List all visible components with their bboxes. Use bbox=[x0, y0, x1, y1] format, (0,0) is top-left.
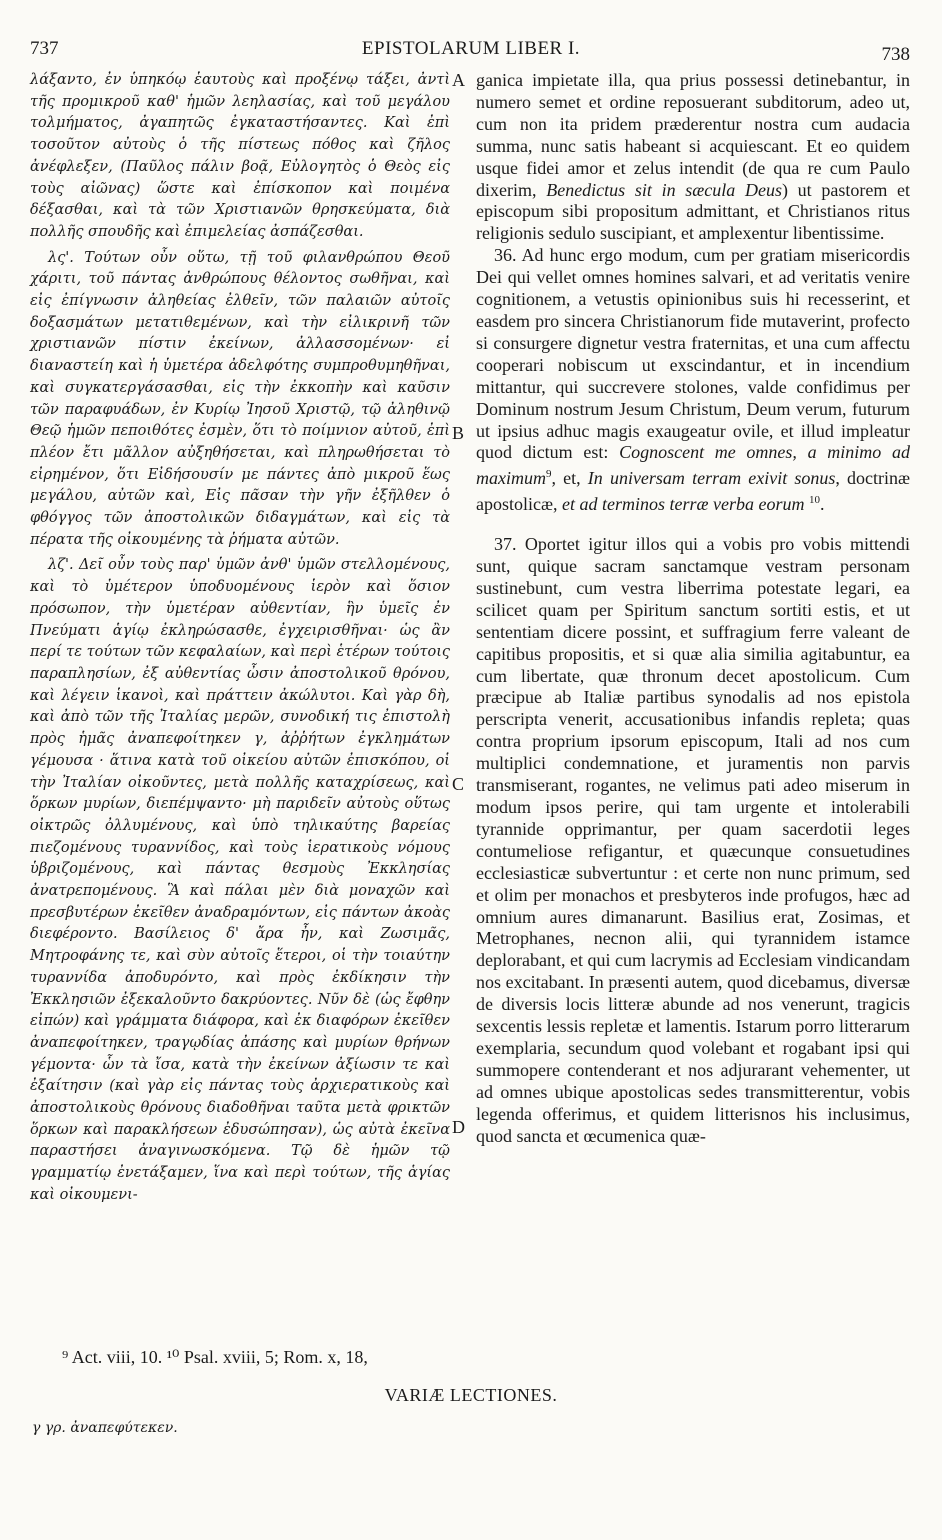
latin-text: , doctrinæ apostolicæ, bbox=[476, 468, 910, 515]
greek-paragraph: λς'. Τούτων οὖν οὕτω, τῇ τοῦ φιλανθρώπου Θεοῦ χάριτι, τοῦ πάντας ἀνθρώπους θέλοντος σωθῆναι, καὶ εἰς ἐπίγνωσιν ἀληθείας ἐλθεῖν, τῶν παλαιῶν αὐτοῖς δοξασμάτων μετατιθεμένων, καὶ τὴν εἰλικρινῆ τῶν χριστιανῶν πίστιν ἐκείνων, ἀλλασσομένων· εἰ διαναστείη καὶ ἡ ὑμετέρα ἀδελφότης συμπροθυμηθῆναι, καὶ συγκατεργάσασθαι, εἰς τὴν ἐκκοπὴν καὶ καῦσιν τῶν παραφυάδων, ἐν Κυρίῳ Ἰησοῦ Χριστῷ, τῷ ἀληθινῷ Θεῷ ἡμῶν πεποιθότες ἐσμὲν, ὅτι τὸ ποίμνιον αὐτοῦ, ἐπὶ πλέον ἔτι μᾶλλον αὐξηθήσεται, καὶ πληρωθήσεται τὸ εἰρημένον, ὅτι Εἰδήσουσίν με πάντες ἀπὸ μικροῦ ἕως μεγάλου, αὐτῶν καὶ, Εἰς πᾶσαν τὴν γῆν ἐξῆλθεν ὁ φθόγγος τῶν ἀποστολικῶν διδαγμάτων, καὶ εἰς τὰ πέρατα τῆς οἰκουμένης τὰ ῥήματα αὐτῶν. bbox=[30, 249, 450, 548]
variant-reading: γ γρ. ἀναπεφύτεκεν. bbox=[32, 1420, 178, 1436]
greek-paragraph: λάξαντο, ἐν ὑπηκόῳ ἑαυτοὺς καὶ προξένῳ τάξει, ἀντὶ τῆς προμικροῦ καθ' ἡμῶν λεηλασίας, καὶ τοῦ μεγάλου τολμήματος, ἀγαπητῶς ἐγκαταστήσαντες. Καὶ ἐπὶ τοσοῦτον αὐτοὺς ὁ τῆς πίστεως πόθος καὶ ζῆλος ἀνέφλεξεν, (Παῦλος πάλιν βοᾷ, Εὐλογητὸς ὁ Θεὸς εἰς τοὺς αἰῶνας) ὥστε καὶ ἐπίσκοπον καὶ ποιμένα δέξασθαι, καὶ τὰ τῶν Χριστιανῶν θρησκεύματα, διὰ πολλῆς σπουδῆς καὶ ἐπιμελείας ἀσπάζεσθαι. bbox=[30, 72, 450, 240]
latin-paragraph bbox=[476, 70, 910, 245]
latin-quotation: In universam terram exivit sonus bbox=[587, 468, 836, 489]
footnote-ref: 10 bbox=[808, 494, 820, 507]
page-number-left: 737 bbox=[30, 38, 59, 59]
latin-column bbox=[476, 70, 910, 1148]
section-marker-d: D bbox=[452, 1117, 465, 1137]
section-marker-b: B bbox=[452, 423, 465, 443]
running-title: EPISTOLARUM LIBER I. bbox=[361, 38, 581, 59]
variae-lectiones-heading: VARIÆ LECTIONES. bbox=[384, 1385, 558, 1405]
latin-quotation: Cognoscent me omnes, a minimo ad maximum bbox=[476, 442, 910, 489]
greek-paragraph: λζ'. Δεῖ οὖν τοὺς παρ' ὑμῶν ἀνθ' ὑμῶν στελλομένους, καὶ τὸ ὑμέτερον ὑποδυομένους ἱερὸν καὶ ὅσιον πρόσωπον, τὴν ὑμετέραν αὐθεντίαν, ἣν ὑμεῖς ἐν Πνεύματι ἁγίῳ ἐκληρώσασθε, ἐγχειρισθῆναι· ὡς ἂν περί τε τούτων τῶν κεφαλαίων, καὶ περὶ ἑτέρων τούτοις παραπλησίων, ἐξ αὐθεντίας ὦσιν ἀποστολικοῦ θρόνου, καὶ λέγειν ἱκανοὶ, καὶ πράττειν ἀκώλυτοι. Καὶ γὰρ δὴ, καὶ ἀπὸ τῶν τῆς Ἰταλίας μερῶν, συνοδική τις ἐπιστολὴ πρὸς ἡμᾶς ἀναπεφοίτηκεν γ, ἀῤῥήτων ἐγκλημάτων γέμουσα · ἅτινα κατὰ τοῦ οἰκείου αὐτῶν ἐπισκόπου, οἱ τὴν Ἰταλίαν οἰκοῦντες, μετὰ πολλῆς καταχρίσεως, καὶ ὅρκων μυρίων, διεπέμψαντο· μὴ παριδεῖν αὐτοὺς οὕτως οἰκτρῶς ὀλλυμένους, καὶ ὑπὸ τηλικαύτης βαρείας πιεζομένους τυραννίδος, καὶ τοὺς ἱερατικοὺς νόμους ὑβριζομένους, καὶ πάντας θεσμοὺς Ἐκκλησίας ἀνατρεπομένους. Ἃ καὶ πάλαι μὲν διὰ μοναχῶν καὶ πρεσβυτέρων ἐκεῖθεν ἀναδραμόντων, εἰς πάντων ἀκοὰς διεφέροντο. Βασίλειος δ' ἄρα ἦν, καὶ Ζωσιμᾶς, Μητροφάνης τε, καὶ σὺν αὐτοῖς ἕτεροι, οἱ τὴν τοιαύτην τυραννίδα ἀποδυρόντο, καὶ πρὸς ἐκδίκησιν τὴν Ἐκκλησιῶν ἐξεκαλοῦντο δακρύοντες. Νῦν δὲ (ὡς ἔφθην εἰπών) καὶ γράμματα διάφορα, καὶ ἐκ διαφόρων ἐκεῖθεν ἀναπεφοίτηκεν, τραγῳδίας ἀπάσης καὶ μυρίων θρήνων γέμοντα· ὧν τὰ ἴσα, κατὰ τὴν ἐκείνων ἀξίωσιν τε καὶ ἐξαίτησιν (καὶ γὰρ εἰς πάντας τοὺς ἀρχιερατικοὺς καὶ ἀποστολικοὺς θρόνους διαδοθῆναι ταῦτα μετὰ φρικτῶν ὅρκων καὶ παρακλήσεων ἐδυσώπησαν), ὡς αὐτὰ ἐκεῖνα παραστήσει ἀναγινωσκόμενα. Τῷ δὲ ἡμῶν τῷ γραμματίῳ ἐνετάξαμεν, ἵνα καὶ περὶ τούτων, τῆς ἁγίας καὶ οἰκουμενι- bbox=[30, 557, 450, 1203]
page-number-right: 738 bbox=[881, 44, 910, 65]
footnote-ref: 9 bbox=[546, 468, 552, 481]
latin-text: 36. Ad hunc ergo modum, cum per gratiam misericordis Dei qui vellet omnes homines salvari, et ad veritatis venire cognitionem, a vetustis opinionibus suis hi recesserint, et easdem pro sincera Christianorum fide mutaverint, profecto si consurgere dignetur vestra fraternitas, et una cum affectu cooperari nobiscum ut exscindantur, et in incendium mittantur, qui succrevere stolones, valde confidimus per Dominum nostrum Jesum Christum, Deum verum, futurum ut ipsius adhuc magis exaugeatur ovile, et illud impleatur quod dictum est: bbox=[476, 245, 910, 463]
section-marker-a: A bbox=[452, 70, 465, 90]
latin-quotation: et ad terminos terræ verba eorum bbox=[562, 494, 805, 515]
greek-column bbox=[30, 70, 450, 1207]
running-header bbox=[0, 38, 942, 68]
latin-quotation: Benedictus sit in sæcula Deus bbox=[546, 179, 782, 200]
latin-paragraph: 37. Oportet igitur illos qui a vobis pro vobis mittendi sunt, quique sacram sanctamque vestram personam sustinebunt, cum vestra liberrima potestate legari, ea scilicet quam per Spiritum sanctum sortiti estis, et ut sententiam dicere possint, et suffragium ferre valeant de capitibus propositis, et si quæ alia similia agitabuntur, ea cum libertate, quæ thronum decet apostolicum. Cum præcipue ab Italiæ partibus synodalis ad nos epistola perscripta venerit, accusationibus infandis repleta; quas contra proprium ipsorum episcopum, Itali ad nos cum multiplici condemnatione, et juramentis non parvis transmiserant, rogantes, ne velimus pati adeo miserum in modum ipsos perire, qui tam urgente et intolerabili tyrannide opprimantur, per quam sacerdotii leges contumeliose refigantur, et quæcunque consuetudines ecclesiasticæ subvertuntur : et certe non nunc primum, sed et olim per monachos et presbyteros inde profugos, hæc ad omnium aures dimanarunt. Basilius erat, Zosimas, et Metrophanes, necnon alii, qui tyrannidem istamce deplorabant, et qui cum lacrymis ad Ecclesiam vindicandam nos excitabant. In præsenti autem, quod dicebamus, diversæ de diversis locis litteræ abunde ad nos venerunt, tragicis sexcentis lessis repletæ et lamentis. Istarum porro litterarum exemplaria, secundum quod volebant et rogabant ipsi qui summopere contenderant et nos adjurarant vehementer, ut ad omnes ubique apostolicas sedes transmitterentur, vobis legenda offerimus, et quidem litterisnos his inclusimus, quod sancta et œcumenica quæ- bbox=[476, 534, 910, 1146]
latin-text: ganica impietate illa, qua prius possessi detinebantur, in numero semet et ordine reposuerant subditorum, adeo ut, cum non ita pridem præderentur nostra cum audacia summa, nunc satis habeant si acquiescant. Et eo quidem usque fidei amor et zelus intendit (de qua re cum Paulo dixerim, bbox=[476, 70, 910, 200]
latin-paragraph bbox=[476, 245, 910, 516]
latin-text: , et, bbox=[551, 468, 581, 489]
latin-text: ) ut pastorem et episcopum sibi propositum admittant, et Christianos ritus religionis sedulo suscipiant, et amplexentur libentissime. bbox=[476, 179, 910, 244]
section-marker-c: C bbox=[452, 774, 465, 794]
footnotes: ⁹ Act. viii, 10. ¹⁰ Psal. xviii, 5; Rom. x, 18, bbox=[62, 1347, 368, 1367]
latin-text: . bbox=[819, 494, 825, 515]
